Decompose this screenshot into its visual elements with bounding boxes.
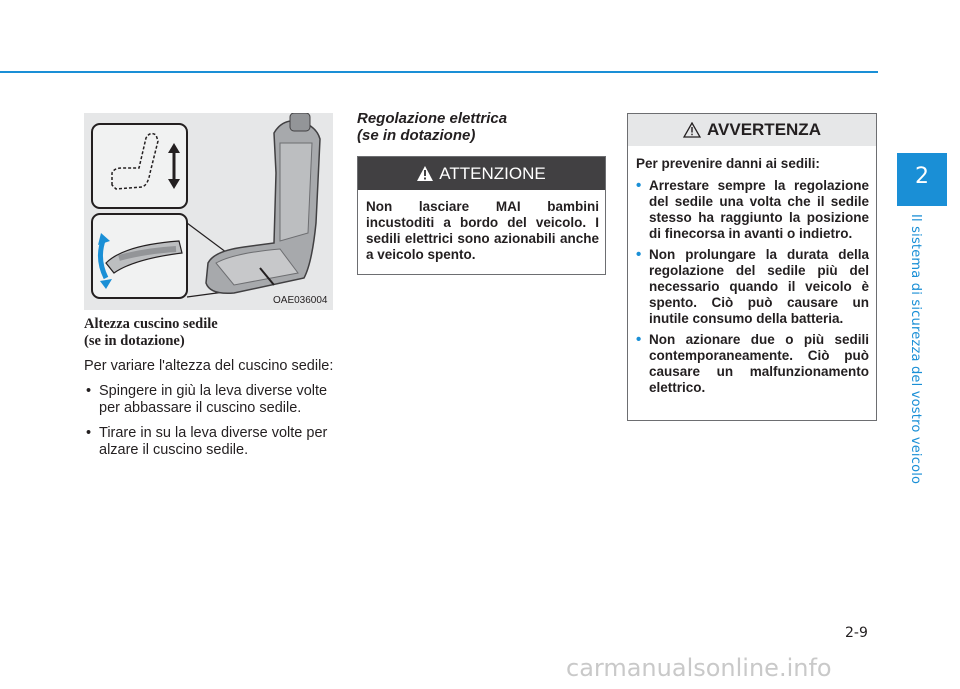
seat-height-section (84, 316, 335, 467)
seat-height-figure (84, 113, 333, 310)
chapter-title: Il sistema di sicurezza del vostro veicolo (908, 214, 923, 485)
figure-code: OAE036004 (273, 295, 328, 306)
list-item: • Arrestare sempre la regolazione del sedile una volta che il sedile stesso ha raggiunto la posizione di finecorsa in avanti o indietro. (636, 178, 869, 242)
caution-title: ATTENZIONE (439, 163, 546, 183)
instruction-list (84, 383, 335, 459)
header-rule (0, 71, 878, 73)
warning-header (628, 114, 876, 146)
chapter-tab[interactable] (897, 153, 947, 206)
electric-adjust-heading (357, 110, 597, 144)
heading-line: (se in dotazione) (84, 333, 185, 349)
page-number: 2-9 (845, 625, 868, 641)
watermark[interactable]: carmanualsonline.info (566, 654, 832, 682)
seat-icon-large (206, 113, 320, 293)
heading-line: (se in dotazione) (357, 127, 476, 144)
warning-triangle-icon (683, 122, 701, 138)
section-heading (84, 316, 335, 350)
warning-list (636, 178, 869, 396)
warning-intro: Per prevenire danni ai sedili: (636, 156, 820, 171)
caution-text: Non lasciare MAI bambini incustoditi a bordo del veicolo. I sedili elettrici sono azionabili anche a veicolo spento. (366, 199, 599, 262)
seat-illustration (84, 113, 333, 310)
section-intro: Per variare l'altezza del cuscino sedile: (84, 358, 334, 374)
list-item: • Spingere in giù la leva diverse volte per abbassare il cuscino sedile. (84, 383, 335, 417)
warning-triangle-icon (417, 166, 433, 181)
caution-box (357, 156, 606, 275)
chapter-number: 2 (915, 164, 929, 189)
warning-content (628, 146, 876, 396)
list-item: • Non azionare due o più sedili contemporaneamente. Ciò può causare un malfunzionamento elettrico. (636, 332, 869, 396)
heading-line: Regolazione elettrica (357, 110, 508, 127)
caution-header (358, 157, 605, 190)
warning-box (627, 113, 877, 421)
warning-title: AVVERTENZA (707, 120, 821, 139)
list-item: • Non prolungare la durata della regolazione del sedile più del necessario quando il veicolo è spento. Ciò può causare un inutile consumo della batteria. (636, 247, 869, 327)
heading-line: Altezza cuscino sedile (84, 316, 218, 332)
list-item: • Tirare in su la leva diverse volte per alzare il cuscino sedile. (84, 425, 335, 459)
